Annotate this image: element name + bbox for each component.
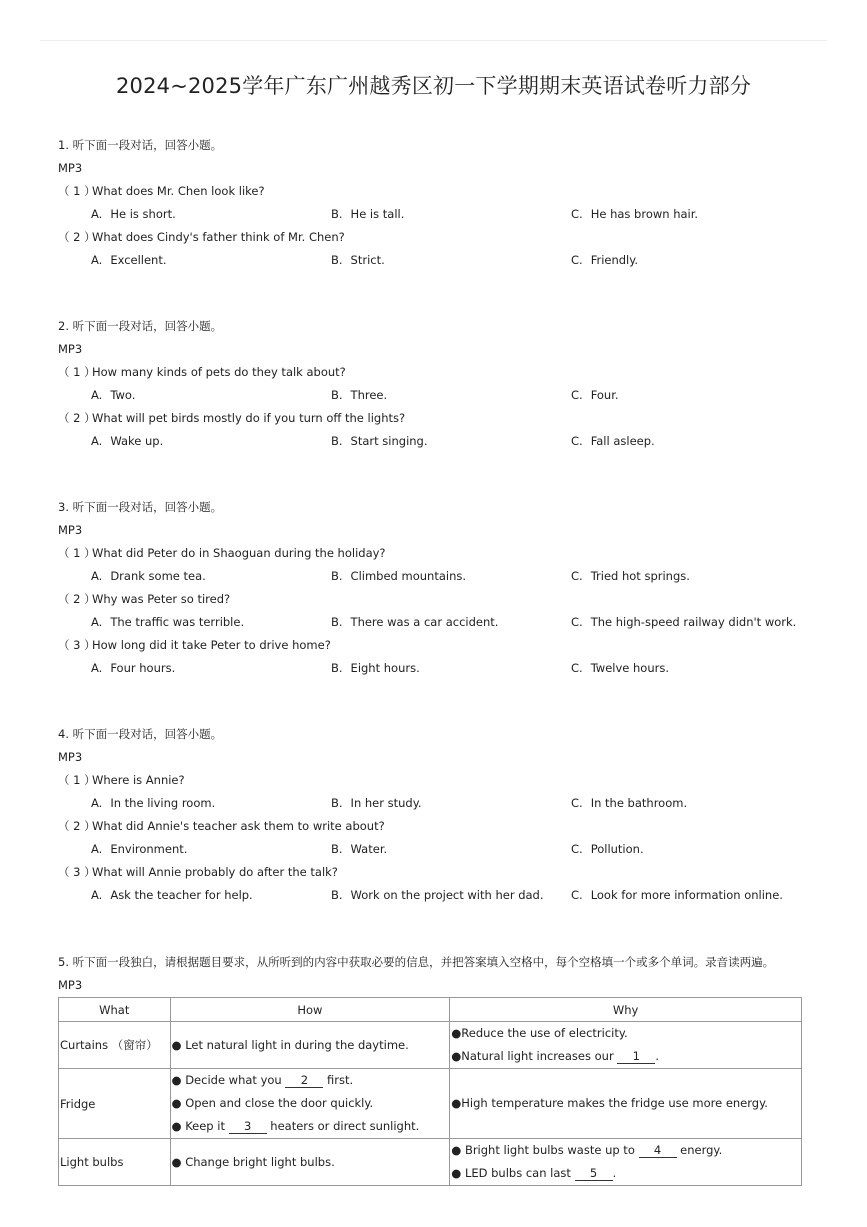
- table-header-row: [59, 998, 802, 1022]
- option-letter: C.: [571, 569, 583, 583]
- option-letter: B.: [331, 888, 343, 902]
- options-row: [58, 884, 818, 907]
- sub-question: [58, 588, 818, 611]
- question-intro: 5. 听下面一段独白，请根据题目要求，从所听到的内容中获取必要的信息，并把答案填入空格中，每个空格填一个或多个单词。录音读两遍。: [58, 955, 775, 969]
- option-c[interactable]: [571, 792, 687, 815]
- sub-question-text: How many kinds of pets do they talk about?: [92, 365, 346, 379]
- why-cell: [450, 1022, 802, 1069]
- option-letter: B.: [331, 842, 343, 856]
- answer-blank[interactable]: 5: [575, 1166, 613, 1181]
- option-text: There was a car accident.: [350, 615, 499, 629]
- what-cell: Fridge: [59, 1069, 171, 1139]
- option-text: He has brown hair.: [590, 207, 699, 221]
- cell-text: ● Keep it: [171, 1119, 229, 1133]
- option-a[interactable]: [91, 203, 176, 226]
- sub-question: [58, 634, 818, 657]
- option-b[interactable]: [331, 430, 428, 453]
- cell-text-after-blank: .: [612, 1166, 617, 1180]
- option-letter: C.: [571, 615, 583, 629]
- cell-text: ● Change bright light bulbs.: [171, 1154, 335, 1169]
- option-letter: B.: [331, 661, 343, 675]
- cell-text-after-blank: .: [655, 1049, 659, 1063]
- option-letter: C.: [571, 888, 583, 902]
- option-letter: B.: [331, 434, 343, 448]
- option-text: He is short.: [110, 207, 176, 221]
- why-cell: [450, 1069, 802, 1139]
- cell-line: [172, 1092, 450, 1115]
- sub-question-number: （ 1 ）: [58, 365, 96, 379]
- sub-question: [58, 769, 818, 792]
- option-letter: B.: [331, 388, 343, 402]
- header-what: What: [59, 998, 171, 1022]
- option-a[interactable]: [91, 838, 187, 861]
- option-letter: B.: [331, 253, 343, 267]
- options-row: [58, 792, 818, 815]
- how-cell: [170, 1069, 450, 1139]
- option-letter: A.: [91, 207, 103, 221]
- sub-question-number: （ 1 ）: [58, 773, 96, 787]
- option-text: In the living room.: [110, 796, 216, 810]
- option-letter: A.: [91, 842, 103, 856]
- what-cell: Light bulbs: [59, 1139, 171, 1186]
- option-text: Fall asleep.: [590, 434, 655, 448]
- option-b[interactable]: [331, 249, 385, 272]
- option-letter: B.: [331, 569, 343, 583]
- option-text: Wake up.: [110, 434, 164, 448]
- what-cell: Curtains （窗帘）: [59, 1022, 171, 1069]
- option-text: In the bathroom.: [590, 796, 688, 810]
- how-cell: [170, 1139, 450, 1186]
- option-a[interactable]: [91, 611, 244, 634]
- option-c[interactable]: [571, 249, 638, 272]
- sub-question-number: （ 3 ）: [58, 638, 96, 652]
- option-c[interactable]: [571, 838, 644, 861]
- sub-question-number: （ 2 ）: [58, 592, 96, 606]
- options-row: [58, 430, 818, 453]
- option-text: Start singing.: [350, 434, 428, 448]
- option-c[interactable]: [571, 430, 655, 453]
- option-b[interactable]: [331, 838, 387, 861]
- why-cell: [450, 1139, 802, 1186]
- how-cell: [170, 1022, 450, 1069]
- sub-question: [58, 226, 818, 249]
- option-letter: A.: [91, 434, 103, 448]
- option-text: Tried hot springs.: [590, 569, 690, 583]
- sub-question-text: What did Peter do in Shaoguan during the holiday?: [92, 546, 386, 560]
- sub-question: [58, 407, 818, 430]
- question-intro: 2. 听下面一段对话，回答小题。: [58, 319, 223, 333]
- option-letter: B.: [331, 207, 343, 221]
- option-letter: A.: [91, 888, 103, 902]
- option-letter: C.: [571, 434, 583, 448]
- question-intro: 1. 听下面一段对话，回答小题。: [58, 138, 223, 152]
- cell-line: [451, 1092, 801, 1115]
- option-b[interactable]: [331, 792, 422, 815]
- option-letter: B.: [331, 615, 343, 629]
- answer-blank[interactable]: 2: [285, 1073, 323, 1088]
- cell-text: ● Open and close the door quickly.: [171, 1096, 374, 1110]
- option-letter: C.: [571, 388, 583, 402]
- cell-line: [451, 1162, 801, 1185]
- question-intro: 3. 听下面一段对话，回答小题。: [58, 500, 223, 514]
- cell-text: ●Natural light increases our: [451, 1049, 618, 1063]
- option-c[interactable]: [571, 203, 698, 226]
- cell-line: [451, 1139, 801, 1162]
- sub-question-text: Where is Annie?: [92, 773, 185, 787]
- option-letter: B.: [331, 796, 343, 810]
- option-text: Environment.: [110, 842, 188, 856]
- option-b[interactable]: [331, 657, 420, 680]
- table-row: [59, 1069, 802, 1139]
- option-letter: A.: [91, 569, 103, 583]
- option-letter: A.: [91, 796, 103, 810]
- audio-label[interactable]: MP3: [58, 978, 83, 992]
- cell-line: [451, 1045, 801, 1068]
- sub-question-number: （ 3 ）: [58, 865, 96, 879]
- options-row: [58, 657, 818, 680]
- page-title: 2024~2025学年广东广州越秀区初一下学期期末英语试卷听力部分: [115, 74, 752, 98]
- audio-label[interactable]: MP3: [58, 342, 83, 356]
- option-text: Look for more information online.: [590, 888, 783, 902]
- option-text: Eight hours.: [350, 661, 420, 675]
- cell-text: ●Reduce the use of electricity.: [451, 1026, 628, 1040]
- option-text: Three.: [350, 388, 388, 402]
- options-row: [58, 249, 818, 272]
- header-how: How: [170, 998, 450, 1022]
- option-text: Drank some tea.: [110, 569, 206, 583]
- q5-block: [58, 951, 818, 997]
- header-divider: [40, 40, 827, 41]
- option-c[interactable]: [571, 384, 619, 407]
- cell-text: ● Bright light bulbs waste up to: [451, 1143, 639, 1157]
- cell-text-after-blank: first.: [323, 1073, 354, 1087]
- sub-question: [58, 180, 818, 203]
- sub-question-text: What does Cindy's father think of Mr. Chen?: [92, 230, 345, 244]
- option-b[interactable]: [331, 884, 544, 907]
- sub-question-text: What will pet birds mostly do if you turn off the lights?: [92, 411, 406, 425]
- option-a[interactable]: [91, 792, 215, 815]
- option-letter: C.: [571, 842, 583, 856]
- sub-question-number: （ 1 ）: [58, 184, 96, 198]
- sub-question: [58, 815, 818, 838]
- option-a[interactable]: [91, 430, 163, 453]
- option-text: The traffic was terrible.: [110, 615, 245, 629]
- cell-line: [172, 1069, 450, 1092]
- option-text: Climbed mountains.: [350, 569, 467, 583]
- q3-block: [58, 496, 818, 680]
- option-text: Excellent.: [110, 253, 167, 267]
- answer-blank[interactable]: 3: [229, 1119, 267, 1134]
- option-c[interactable]: [571, 611, 796, 634]
- option-b[interactable]: [331, 384, 387, 407]
- option-letter: C.: [571, 253, 583, 267]
- option-letter: A.: [91, 661, 103, 675]
- option-text: Two.: [110, 388, 136, 402]
- audio-label[interactable]: MP3: [58, 750, 83, 764]
- sub-question-text: How long did it take Peter to drive home?: [92, 638, 331, 652]
- cell-line: [172, 1115, 450, 1138]
- option-a[interactable]: [91, 565, 206, 588]
- option-a[interactable]: [91, 384, 135, 407]
- q1-block: [58, 134, 818, 272]
- cell-text-after-blank: heaters or direct sunlight.: [266, 1119, 420, 1133]
- options-row: [58, 203, 818, 226]
- option-a[interactable]: [91, 884, 253, 907]
- option-text: Twelve hours.: [590, 661, 670, 675]
- answer-blank[interactable]: 1: [617, 1049, 655, 1064]
- sub-question: [58, 542, 818, 565]
- sub-question-number: （ 2 ）: [58, 819, 96, 833]
- option-c[interactable]: [571, 565, 690, 588]
- option-letter: A.: [91, 253, 103, 267]
- cell-text: ●High temperature makes the fridge use more energy.: [451, 1096, 768, 1110]
- sub-question-text: Why was Peter so tired?: [92, 592, 231, 606]
- cell-text-after-blank: energy.: [676, 1143, 723, 1157]
- audio-label[interactable]: MP3: [58, 161, 83, 175]
- option-text: He is tall.: [350, 207, 405, 221]
- option-text: Work on the project with her dad.: [350, 888, 544, 902]
- q4-block: [58, 723, 818, 907]
- option-text: Pollution.: [590, 842, 644, 856]
- answer-blank[interactable]: 4: [639, 1143, 677, 1158]
- option-b[interactable]: [331, 611, 498, 634]
- audio-label[interactable]: MP3: [58, 523, 83, 537]
- option-text: The high-speed railway didn't work.: [590, 615, 797, 629]
- option-text: Four hours.: [110, 661, 176, 675]
- options-row: [58, 565, 818, 588]
- header-why: Why: [450, 998, 802, 1022]
- sub-question-number: （ 2 ）: [58, 411, 96, 425]
- cell-line: [172, 1151, 450, 1174]
- option-text: Four.: [590, 388, 619, 402]
- option-a[interactable]: [91, 657, 175, 680]
- option-a[interactable]: [91, 249, 167, 272]
- option-letter: C.: [571, 661, 583, 675]
- sub-question-text: What does Mr. Chen look like?: [92, 184, 265, 198]
- option-letter: A.: [91, 388, 103, 402]
- cell-line: [172, 1034, 450, 1057]
- question-intro: 4. 听下面一段对话，回答小题。: [58, 727, 223, 741]
- options-row: [58, 384, 818, 407]
- options-row: [58, 611, 818, 634]
- option-b[interactable]: [331, 203, 404, 226]
- option-text: Water.: [350, 842, 388, 856]
- q2-block: [58, 315, 818, 453]
- option-letter: C.: [571, 207, 583, 221]
- option-text: Friendly.: [590, 253, 639, 267]
- sub-question: [58, 861, 818, 884]
- option-c[interactable]: [571, 657, 669, 680]
- sub-question-text: What did Annie's teacher ask them to write about?: [92, 819, 385, 833]
- cell-text: ● Decide what you: [171, 1073, 286, 1087]
- q5-table: [58, 997, 802, 1186]
- option-c[interactable]: [571, 884, 783, 907]
- cell-text: ● Let natural light in during the daytime.: [171, 1037, 409, 1052]
- option-text: Strict.: [350, 253, 385, 267]
- cell-line: [451, 1022, 801, 1045]
- cell-text: ● LED bulbs can last: [451, 1166, 575, 1180]
- option-text: Ask the teacher for help.: [110, 888, 253, 902]
- table-row: [59, 1022, 802, 1069]
- option-letter: A.: [91, 615, 103, 629]
- sub-question-text: What will Annie probably do after the talk?: [92, 865, 338, 879]
- sub-question-number: （ 2 ）: [58, 230, 96, 244]
- sub-question: [58, 361, 818, 384]
- sub-question-number: （ 1 ）: [58, 546, 96, 560]
- option-letter: C.: [571, 796, 583, 810]
- option-b[interactable]: [331, 565, 466, 588]
- options-row: [58, 838, 818, 861]
- option-text: In her study.: [350, 796, 422, 810]
- table-row: [59, 1139, 802, 1186]
